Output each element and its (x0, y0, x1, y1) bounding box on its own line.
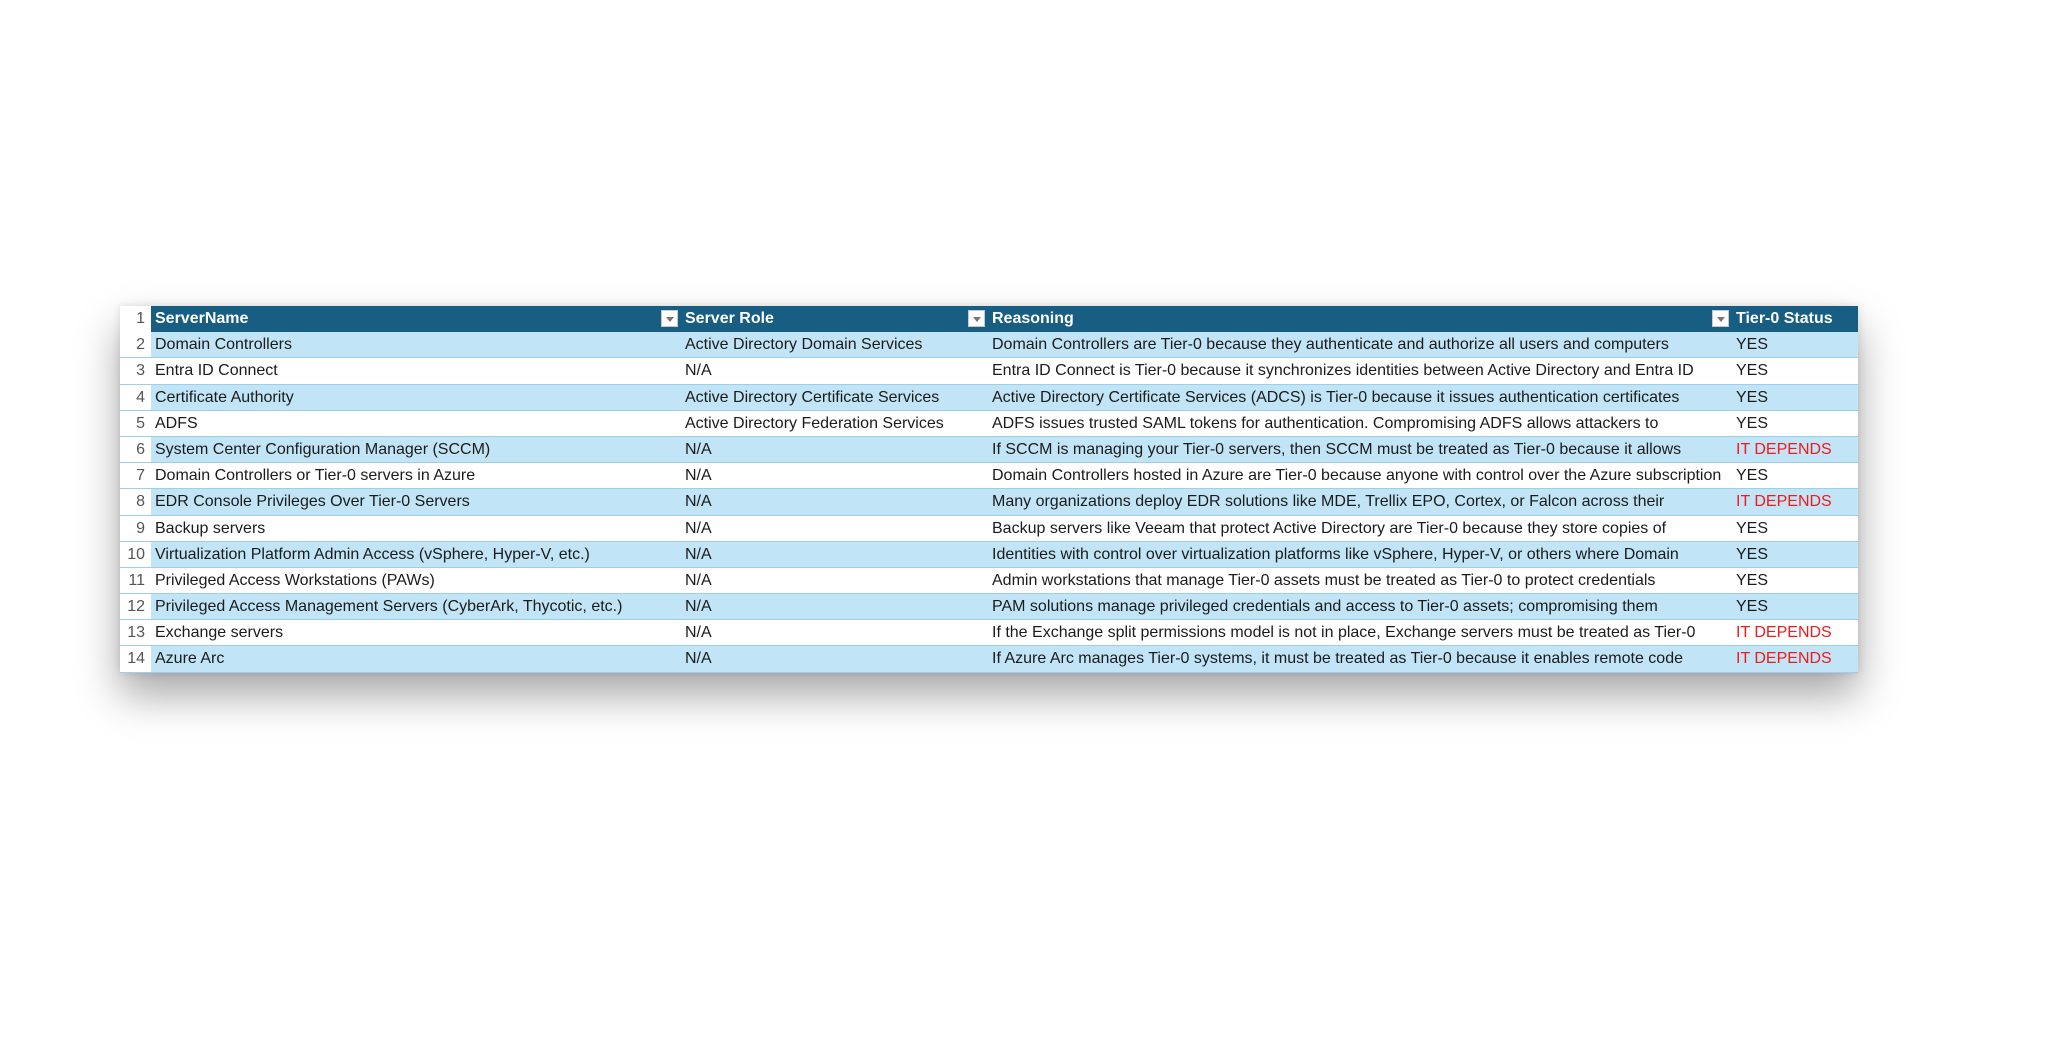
server-role-cell[interactable]: N/A (685, 650, 712, 668)
status-cell[interactable]: IT DEPENDS (1736, 493, 1832, 511)
status-cell[interactable]: YES (1736, 388, 1769, 406)
status-cell[interactable]: IT DEPENDS (1736, 440, 1832, 458)
server-name-cell[interactable]: System Center Configuration Manager (SCCM) (155, 440, 491, 458)
table-row (120, 568, 1858, 594)
reasoning-cell[interactable]: Domain Controllers hosted in Azure are Tier-0 because anyone with control over the Azure subscription (992, 467, 1722, 485)
header-server-role[interactable] (681, 306, 988, 332)
server-name-cell[interactable]: Exchange servers (155, 624, 284, 642)
server-role-cell[interactable]: N/A (685, 598, 712, 616)
server-role-cell[interactable]: N/A (685, 467, 712, 485)
server-name-cell[interactable]: EDR Console Privileges Over Tier-0 Servers (155, 493, 470, 511)
header-label: ServerName (155, 310, 249, 327)
table-row (120, 437, 1858, 463)
server-role-cell[interactable]: N/A (685, 519, 712, 537)
row-number[interactable]: 2 (120, 332, 151, 357)
table-row (120, 385, 1858, 411)
table-row (120, 489, 1858, 515)
status-cell[interactable]: IT DEPENDS (1736, 624, 1832, 642)
filter-dropdown-icon[interactable] (968, 310, 985, 327)
header-label: Reasoning (992, 310, 1074, 327)
server-name-cell[interactable]: Domain Controllers (155, 336, 292, 354)
server-name-cell[interactable]: Privileged Access Workstations (PAWs) (155, 571, 435, 589)
row-number[interactable]: 7 (120, 463, 151, 488)
row-number[interactable]: 4 (120, 385, 151, 410)
status-cell[interactable]: YES (1736, 414, 1769, 432)
table-row (120, 620, 1858, 646)
status-cell[interactable]: YES (1736, 362, 1769, 380)
server-role-cell[interactable]: N/A (685, 440, 712, 458)
table-row (120, 646, 1858, 672)
server-role-cell[interactable]: Active Directory Certificate Services (685, 388, 940, 406)
filter-dropdown-icon[interactable] (1712, 310, 1729, 327)
server-role-cell[interactable]: N/A (685, 545, 712, 563)
status-cell[interactable]: YES (1736, 598, 1769, 616)
table-row (120, 594, 1858, 620)
server-name-cell[interactable]: Entra ID Connect (155, 362, 278, 380)
status-cell[interactable]: IT DEPENDS (1736, 650, 1832, 668)
status-cell[interactable]: YES (1736, 336, 1769, 354)
server-name-cell[interactable]: Privileged Access Management Servers (CyberArk, Thycotic, etc.) (155, 598, 623, 616)
table-row (120, 516, 1858, 542)
row-number[interactable]: 10 (120, 542, 151, 567)
reasoning-cell[interactable]: Identities with control over virtualization platforms like vSphere, Hyper-V, or others where Domain (992, 545, 1679, 563)
table-row (120, 358, 1858, 384)
row-number[interactable]: 3 (120, 358, 151, 383)
server-name-cell[interactable]: Azure Arc (155, 650, 225, 668)
spreadsheet-table (120, 306, 1858, 673)
reasoning-cell[interactable]: Active Directory Certificate Services (ADCS) is Tier-0 because it issues authentication certificates (992, 388, 1680, 406)
reasoning-cell[interactable]: Entra ID Connect is Tier-0 because it synchronizes identities between Active Directory and Entra ID (992, 362, 1694, 380)
row-number[interactable]: 14 (120, 646, 151, 671)
row-number[interactable]: 9 (120, 516, 151, 541)
reasoning-cell[interactable]: If Azure Arc manages Tier-0 systems, it must be treated as Tier-0 because it enables remote code (992, 650, 1683, 668)
row-number[interactable]: 1 (120, 306, 151, 332)
server-role-cell[interactable]: N/A (685, 624, 712, 642)
server-role-cell[interactable]: N/A (685, 362, 712, 380)
server-name-cell[interactable]: Domain Controllers or Tier-0 servers in Azure (155, 467, 476, 485)
reasoning-cell[interactable]: If SCCM is managing your Tier-0 servers, then SCCM must be treated as Tier-0 because it allows (992, 440, 1682, 458)
row-number[interactable]: 12 (120, 594, 151, 619)
server-role-cell[interactable]: N/A (685, 493, 712, 511)
server-name-cell[interactable]: Certificate Authority (155, 388, 294, 406)
server-role-cell[interactable]: Active Directory Federation Services (685, 414, 944, 432)
row-number[interactable]: 13 (120, 620, 151, 645)
reasoning-cell[interactable]: If the Exchange split permissions model is not in place, Exchange servers must be treated as Tier-0 (992, 624, 1696, 642)
table-row (120, 332, 1858, 358)
table-row (120, 463, 1858, 489)
server-role-cell[interactable]: Active Directory Domain Services (685, 336, 923, 354)
reasoning-cell[interactable]: ADFS issues trusted SAML tokens for authentication. Compromising ADFS allows attackers to (992, 414, 1659, 432)
status-cell[interactable]: YES (1736, 571, 1769, 589)
reasoning-cell[interactable]: Many organizations deploy EDR solutions like MDE, Trellix EPO, Cortex, or Falcon across their (992, 493, 1665, 511)
row-number[interactable]: 8 (120, 489, 151, 514)
reasoning-cell[interactable]: Admin workstations that manage Tier-0 assets must be treated as Tier-0 to protect credentials (992, 571, 1656, 589)
row-number[interactable]: 11 (120, 568, 151, 593)
header-reasoning[interactable] (988, 306, 1732, 332)
header-label: Server Role (685, 310, 774, 327)
table-row (120, 411, 1858, 437)
row-number[interactable]: 5 (120, 411, 151, 436)
table-row (120, 542, 1858, 568)
status-cell[interactable]: YES (1736, 519, 1769, 537)
server-name-cell[interactable]: Backup servers (155, 519, 266, 537)
header-status[interactable]: Tier-0 Status (1736, 310, 1833, 327)
server-role-cell[interactable]: N/A (685, 571, 712, 589)
status-cell[interactable]: YES (1736, 467, 1769, 485)
server-name-cell[interactable]: Virtualization Platform Admin Access (vSphere, Hyper-V, etc.) (155, 545, 590, 563)
reasoning-cell[interactable]: PAM solutions manage privileged credentials and access to Tier-0 assets; compromising them (992, 598, 1658, 616)
filter-dropdown-icon[interactable] (661, 310, 678, 327)
row-number[interactable]: 6 (120, 437, 151, 462)
header-server-name[interactable] (151, 306, 681, 332)
server-name-cell[interactable]: ADFS (155, 414, 198, 432)
reasoning-cell[interactable]: Domain Controllers are Tier-0 because they authenticate and authorize all users and computers (992, 336, 1669, 354)
reasoning-cell[interactable]: Backup servers like Veeam that protect Active Directory are Tier-0 because they store copies of (992, 519, 1667, 537)
status-cell[interactable]: YES (1736, 545, 1769, 563)
header-row (120, 306, 1858, 332)
